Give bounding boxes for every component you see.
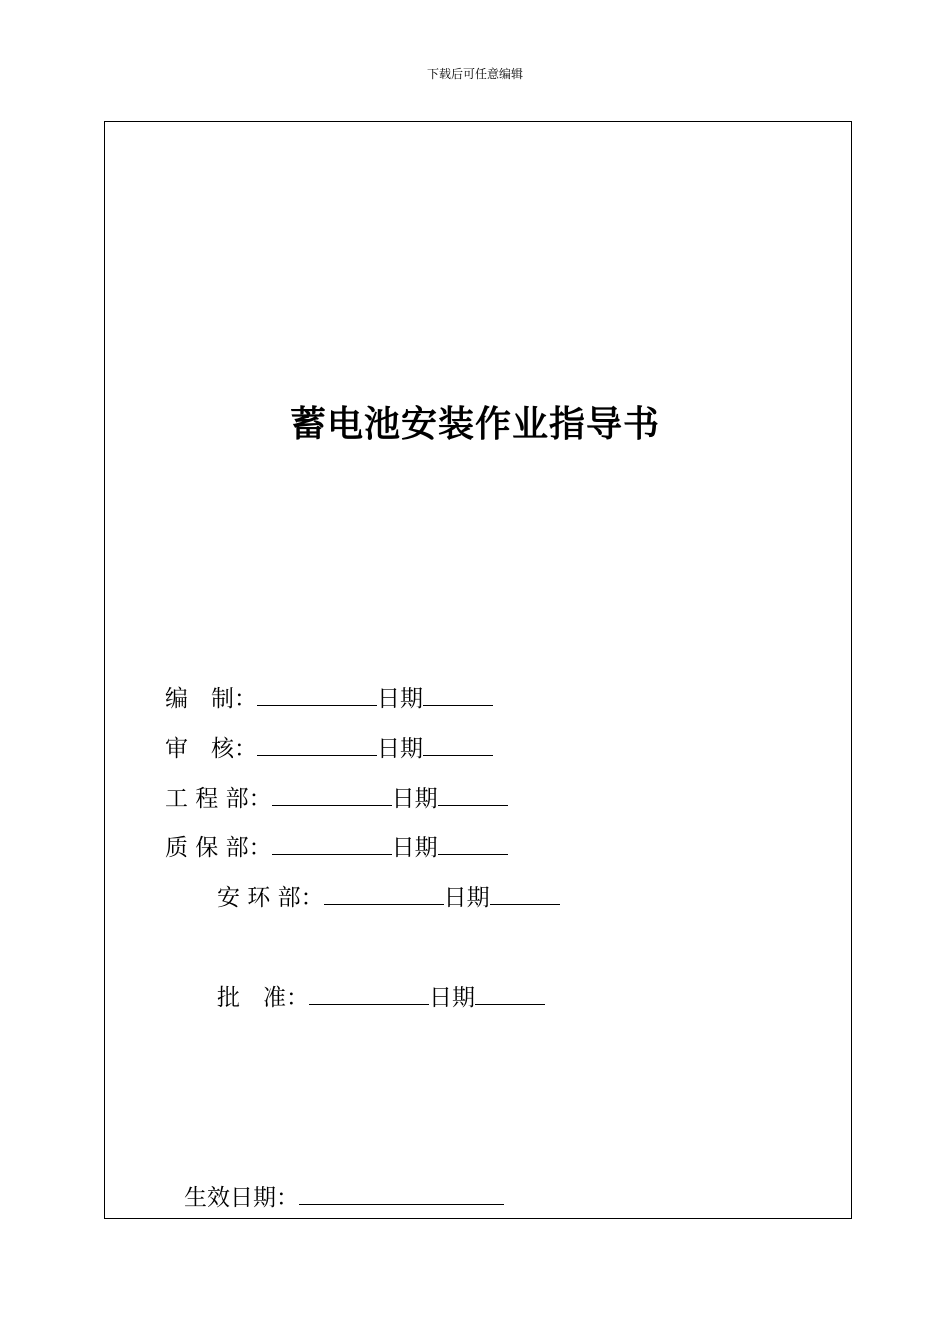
header-note: 下载后可任意编辑 [426,67,523,81]
signature-line[interactable] [324,880,444,905]
effective-date-row [184,1180,504,1214]
document-frame [104,121,852,1219]
date-line[interactable] [438,781,508,806]
date-label: 日期 [377,686,423,712]
signoff-label: 工 程 部： [165,786,272,812]
signature-line[interactable] [272,830,392,855]
date-label: 日期 [443,885,490,911]
signoff-row-engineering [165,781,508,815]
signature-line[interactable] [272,781,392,806]
signoff-row-compile [165,681,493,715]
effective-date-line[interactable] [299,1180,504,1205]
signoff-label: 编 制： [165,686,257,712]
signoff-label: 安 环 部： [217,885,324,911]
effective-date-label: 生效日期： [184,1185,299,1211]
signoff-row-approve [217,980,545,1014]
date-line[interactable] [475,980,545,1005]
date-line[interactable] [423,731,493,756]
signature-line[interactable] [257,681,377,706]
signoff-label: 审 核： [165,736,257,762]
date-line[interactable] [423,681,493,706]
signoff-label: 质 保 部： [165,835,272,861]
signoff-row-review [165,731,493,765]
signature-line[interactable] [309,980,429,1005]
signoff-label: 批 准： [217,985,309,1011]
date-line[interactable] [438,830,508,855]
date-line[interactable] [490,880,560,905]
signoff-row-safety [217,880,560,914]
signoff-row-quality [165,830,508,864]
signature-line[interactable] [257,731,377,756]
document-title: 蓄电池安装作业指导书 [289,403,660,445]
date-label: 日期 [429,985,475,1011]
date-label: 日期 [377,736,423,762]
date-label: 日期 [391,786,438,812]
date-label: 日期 [391,835,438,861]
